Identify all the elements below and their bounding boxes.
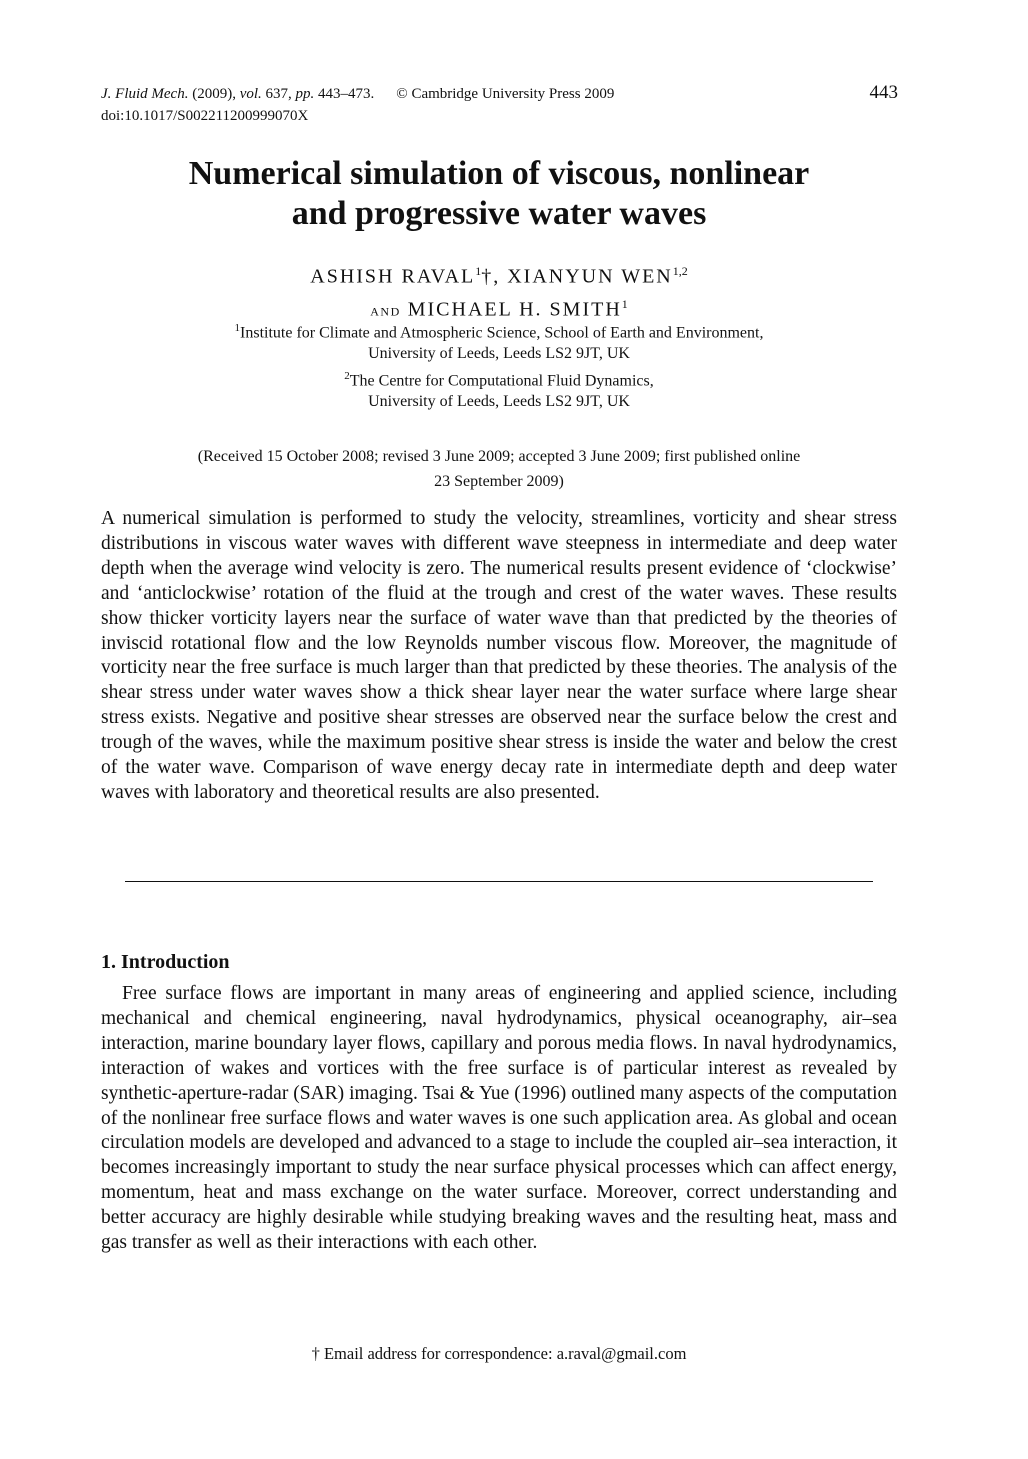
received-dates: (Received 15 October 2008; revised 3 June 2009; accepted 3 June 2009; first published online 23 September 2009) [197, 448, 801, 490]
affiliation: $^2$The Centre for Computational Fluid Dynamics, University of Leeds, Leeds LS2 9JT, UK [344, 370, 654, 411]
doi: doi:10.1017/S002211200999070X [101, 108, 309, 124]
footnote: † Email address for correspondence: a.raval@gmail.com [311, 1344, 687, 1363]
affiliation: $^1$Institute for Climate and Atmospheric Science, School of Earth and Environment, University of Leeds, Leeds LS2 9JT, UK [234, 322, 764, 363]
author-list: ASHISH RAVAL$^1$†, XIANYUN WEN$^{1,2}$ and MICHAEL H. SMITH$^1$ [310, 264, 688, 321]
journal-name: J. Fluid Mech. [101, 86, 189, 102]
dagger-mark: † [481, 265, 494, 288]
divider [125, 881, 873, 882]
section-heading: 1. Introduction [101, 951, 230, 973]
introduction-paragraph: Free surface flows are important in many areas of engineering and applied science, including mechanical and chemical engineering, naval hydrodynamics, physical oceanography, air–sea interaction, marine boundary layer flows, capillary and porous media flows. In naval hydrodynamics, interaction of wakes and vortices with the free surface is of particular interest as revealed by synthetic-aperture-radar (SAR) imaging. Tsai & Yue (1996) outlined many aspects of the computation of the nonlinear free surface flows and water waves is one such application area. As global and ocean circulation models are developed and advanced to a stage to include the coupled air–sea interaction, it becomes increasingly important to study the near surface physical processes which can affect energy, momentum, heat and mass exchange on the water surface. Moreover, correct understanding and better accuracy are highly desirable while studying breaking waves and the resulting heat, mass and gas transfer as well as their interactions with each other. [101, 983, 897, 1254]
abstract: A numerical simulation is performed to study the velocity, streamlines, vorticity and shear stress distributions in viscous water waves with different wave steepness in intermediate and deep water depth when the average wind velocity is zero. The numerical results present evidence of ‘clockwise’ and ‘anticlockwise’ rotation of the fluid at the trough and crest of the water waves. These results show thicker vorticity layers near the surface of water wave than that predicted by the theories of inviscid rotational flow and the low Reynolds number viscous flow. Moreover, the magnitude of vorticity near the free surface is much larger than that predicted by these theories. The analysis of the shear stress under water waves show a thick shear layer near the water surface where large shear stress exists. Negative and positive shear stresses are observed near the surface below the crest and trough of the waves, while the maximum positive shear stress is inside the water and below the crest of the water wave. Comparison of wave energy decay rate in intermediate depth and deep water waves with laboratory and theoretical results are also presented. [101, 508, 897, 803]
copyright-notice: © Cambridge University Press 2009 [396, 86, 615, 102]
page-number: 443 [869, 82, 898, 103]
paper-title: Numerical simulation of viscous, nonlinear and progressive water waves [188, 155, 810, 232]
journal-citation: J. Fluid Mech. (2009), vol. 637, pp. 443–473. © Cambridge University Press 2009 [101, 86, 615, 102]
author-name: ASHISH RAVAL [310, 265, 476, 288]
author-name: , XIANYUN WEN [493, 265, 673, 288]
author-name: MICHAEL H. SMITH [400, 298, 622, 321]
